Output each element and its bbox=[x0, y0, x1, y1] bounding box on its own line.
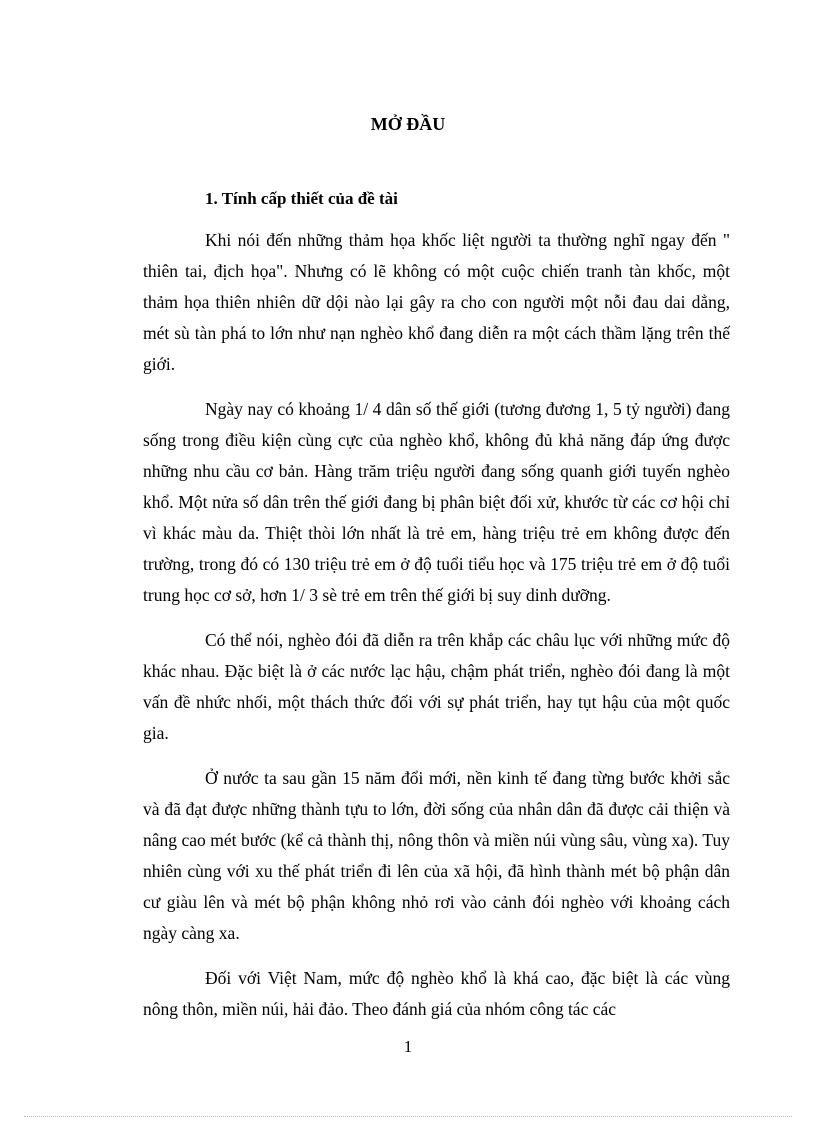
page-break-divider bbox=[24, 1116, 792, 1117]
page-title: MỞ ĐẦU bbox=[370, 114, 446, 134]
body-text bbox=[143, 225, 730, 1039]
page-number: 1 bbox=[403, 1037, 413, 1056]
paragraph-1: Khi nói đến những thảm họa khốc liệt người ta thường nghĩ ngay đến " thiên tai, địch họa". Nhưng có lẽ không có một cuộc chiến tranh tàn khốc, một thảm họa thiên nhiên dữ dội nào lại gây ra cho con người một nỗi đau dai dẳng, mét sù tàn phá to lớn như nạn nghèo khổ đang diễn ra một cách thầm lặng trên thế giới. bbox=[143, 230, 730, 374]
paragraph-4: Ở nước ta sau gần 15 năm đổi mới, nền kinh tế đang từng bước khởi sắc và đã đạt được những thành tựu to lớn, đời sống của nhân dân đã được cải thiện và nâng cao mét bước (kể cả thành thị, nông thôn và miền núi vùng sâu, vùng xa). Tuy nhiên cùng với xu thế phát triển đi lên của xã hội, đã hình thành mét bộ phận dân cư giàu lên và mét bộ phận không nhỏ rơi vào cảnh đói nghèo với khoảng cách ngày càng xa. bbox=[143, 768, 730, 943]
paragraph-5: Đối với Việt Nam, mức độ nghèo khổ là khá cao, đặc biệt là các vùng nông thôn, miền núi, hải đảo. Theo đánh giá của nhóm công tác các bbox=[143, 968, 730, 1019]
section-heading: 1. Tính cấp thiết của đề tài bbox=[205, 189, 398, 208]
paragraph-3: Có thể nói, nghèo đói đã diễn ra trên khắp các châu lục với những mức độ khác nhau. Đặc biệt là ở các nước lạc hậu, chậm phát triển, nghèo đói đang là một vấn đề nhức nhối, một thách thức đối với sự phát triển, hay tụt hậu của một quốc gia. bbox=[143, 630, 730, 743]
paragraph-2: Ngày nay có khoảng 1/ 4 dân số thế giới (tương đương 1, 5 tỷ người) đang sống trong điều kiện cùng cực của nghèo khổ, không đủ khả năng đáp ứng được những nhu cầu cơ bản. Hàng trăm triệu người đang sống quanh giới tuyến nghèo khổ. Một nửa số dân trên thế giới đang bị phân biệt đối xử, khước từ các cơ hội chỉ vì khác màu da. Thiệt thòi lớn nhất là trẻ em, hàng triệu trẻ em không được đến trường, trong đó có 130 triệu trẻ em ở độ tuổi tiểu học và 175 triệu trẻ em ở độ tuổi trung học cơ sở, hơn 1/ 3 sè trẻ em trên thế giới bị suy dinh dưỡng. bbox=[143, 399, 730, 605]
